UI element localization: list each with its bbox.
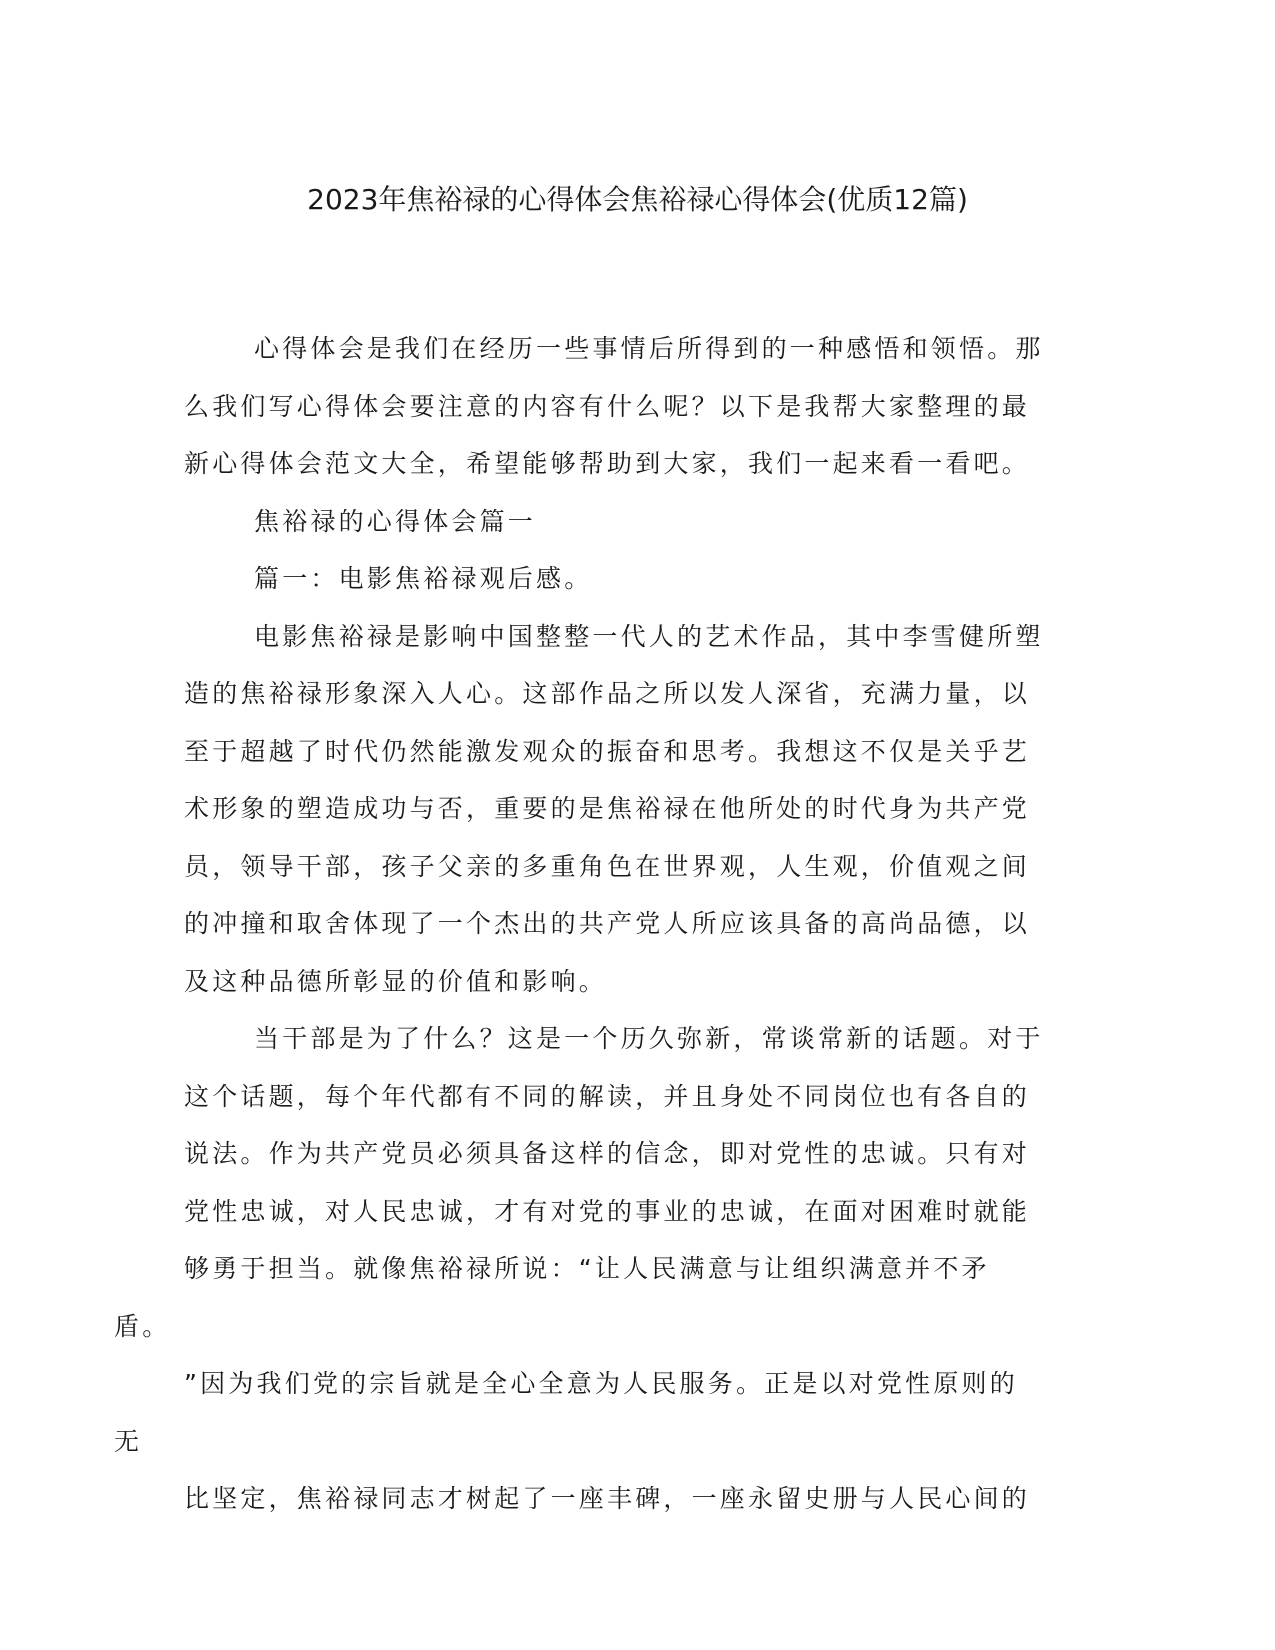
text-line: 篇一：电影焦裕禄观后感。 bbox=[254, 564, 593, 593]
text-line: 造的焦裕禄形象深入人心。这部作品之所以发人深省，充满力量，以 bbox=[184, 679, 1031, 708]
text-line: 比坚定，焦裕禄同志才树起了一座丰碑，一座永留史册与人民心间的 bbox=[184, 1484, 1031, 1513]
text-line: 术形象的塑造成功与否，重要的是焦裕禄在他所处的时代身为共产党 bbox=[184, 794, 1031, 823]
document-title: 2023年焦裕禄的心得体会焦裕禄心得体会(优质12篇) bbox=[307, 183, 968, 216]
paragraph-cadre bbox=[114, 1010, 1044, 1528]
section-heading bbox=[184, 493, 1044, 551]
text-line: 当干部是为了什么？这是一个历久弥新，常谈常新的话题。对于 bbox=[254, 1024, 1044, 1053]
paragraph-film bbox=[184, 608, 1044, 1011]
text-line: 新心得体会范文大全，希望能够帮助到大家，我们一起来看一看吧。 bbox=[184, 449, 1031, 478]
text-line: ”因为我们党的宗旨就是全心全意为人民服务。正是以对党性原则的无 bbox=[114, 1369, 1018, 1456]
text-line: 心得体会是我们在经历一些事情后所得到的一种感悟和领悟。那 bbox=[254, 334, 1044, 363]
text-line: 党性忠诚，对人民忠诚，才有对党的事业的忠诚，在面对困难时就能 bbox=[184, 1196, 1031, 1226]
document-body bbox=[114, 320, 1044, 1528]
text-line: 么我们写心得体会要注意的内容有什么呢？以下是我帮大家整理的最 bbox=[184, 391, 1031, 421]
text-line: 至于超越了时代仍然能激发观众的振奋和思考。我想这不仅是关乎艺 bbox=[184, 736, 1031, 766]
text-line: 说法。作为共产党员必须具备这样的信念，即对党性的忠诚。只有对 bbox=[184, 1139, 1031, 1168]
paragraph-intro bbox=[184, 320, 1044, 493]
text-line: 焦裕禄的心得体会篇一 bbox=[254, 506, 537, 536]
text-line: 的冲撞和取舍体现了一个杰出的共产党人所应该具备的高尚品德，以 bbox=[184, 909, 1031, 938]
text-line: 员，领导干部，孩子父亲的多重角色在世界观，人生观，价值观之间 bbox=[184, 851, 1031, 881]
text-line: 够勇于担当。就像焦裕禄所说：“让人民满意与让组织满意并不矛盾。 bbox=[114, 1254, 990, 1341]
section-subheading bbox=[184, 550, 1044, 608]
text-line: 电影焦裕禄是影响中国整整一代人的艺术作品，其中李雪健所塑 bbox=[254, 621, 1044, 651]
text-line: 这个话题，每个年代都有不同的解读，并且身处不同岗位也有各自的 bbox=[184, 1081, 1031, 1111]
text-line: 及这种品德所彰显的价值和影响。 bbox=[184, 966, 608, 996]
